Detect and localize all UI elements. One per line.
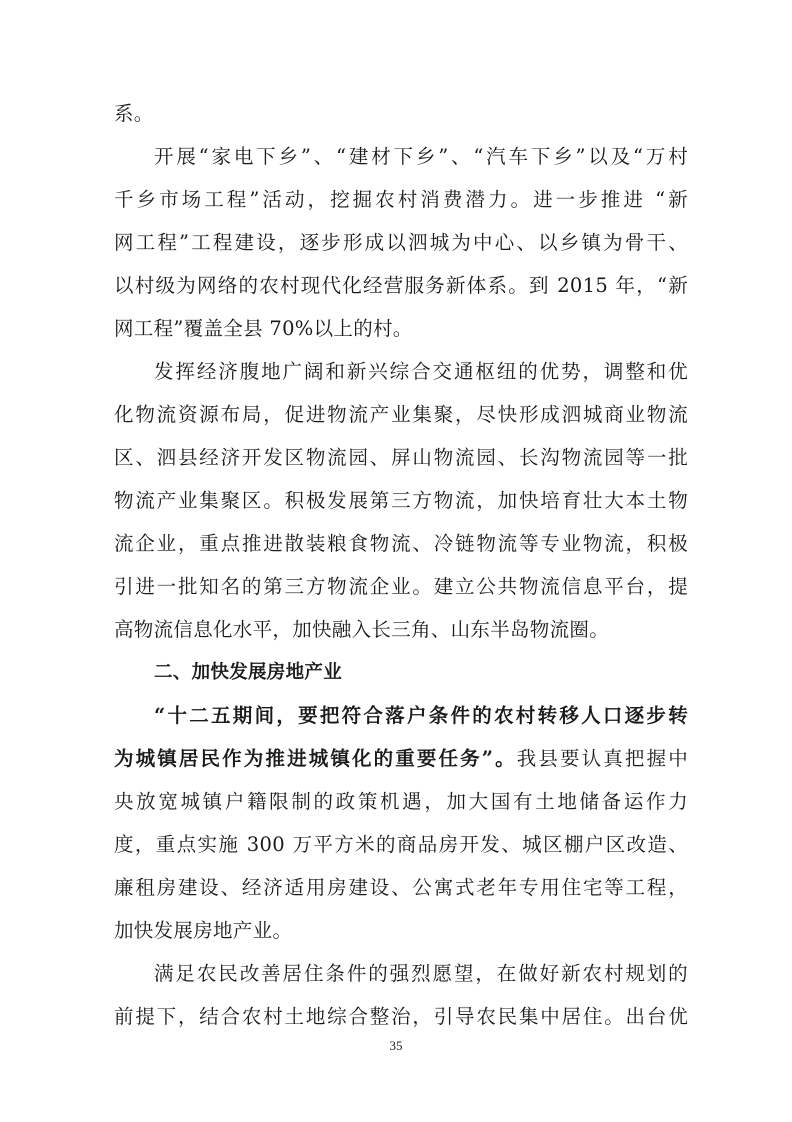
page-number: 35 — [389, 1038, 403, 1053]
text-line-mixed — [114, 737, 688, 780]
text-line: 度，重点实施 300 万平方米的商品房开发、城区棚户区改造、 — [114, 833, 688, 856]
text-line: 流企业，重点推进散装粮食物流、冷链物流等专业物流，积极 — [114, 532, 688, 555]
text-line: 高物流信息化水平，加快融入长三角、山东半岛物流圈。 — [114, 618, 610, 641]
text-line: 加快发展房地产业。 — [114, 919, 293, 942]
section-heading: 二、加快发展房地产业 — [154, 662, 343, 683]
text-run: 我县要认真把握中 — [516, 747, 689, 770]
text-line: 开展“家电下乡”、“建材下乡”、“汽车下乡”以及“万村 — [154, 145, 688, 168]
text-line: 千乡市场工程”活动，挖掘农村消费潜力。进一步推进 “新 — [114, 188, 688, 211]
text-line: 发挥经济腹地广阔和新兴综合交通枢纽的优势，调整和优 — [154, 360, 688, 383]
text-line: 网工程”覆盖全县 70%以上的村。 — [114, 317, 413, 340]
text-line: 引进一批知名的第三方物流企业。建立公共物流信息平台，提 — [114, 575, 688, 598]
text-line: 满足农民改善居住条件的强烈愿望，在做好新农村规划的 — [154, 962, 688, 985]
text-line: 廉租房建设、经济适用房建设、公寓式老年专用住宅等工程， — [114, 876, 688, 899]
text-line: 央放宽城镇户籍限制的政策机遇，加大国有土地储备运作力 — [114, 790, 688, 813]
text-line: 区、泗县经济开发区物流园、屏山物流园、长沟物流园等一批 — [114, 446, 688, 469]
text-line: 前提下，结合农村土地综合整治，引导农民集中居住。出台优 — [114, 1005, 688, 1028]
text-line: 系。 — [114, 102, 154, 125]
text-line: 物流产业集聚区。积极发展第三方物流，加快培育壮大本土物 — [114, 489, 688, 512]
bold-phrase: 为城镇居民作为推进城镇化的重要任务”。 — [114, 747, 517, 770]
body-text — [114, 92, 688, 1038]
text-line: 化物流资源布局，促进物流产业集聚，尽快形成泗城商业物流 — [114, 403, 688, 426]
text-line: “十二五期间，要把符合落户条件的农村转移人口逐步转 — [154, 704, 688, 727]
text-line: 网工程”工程建设，逐步形成以泗城为中心、以乡镇为骨干、 — [114, 231, 688, 254]
text-line: 以村级为网络的农村现代化经营服务新体系。到 2015 年，“新 — [114, 274, 688, 297]
